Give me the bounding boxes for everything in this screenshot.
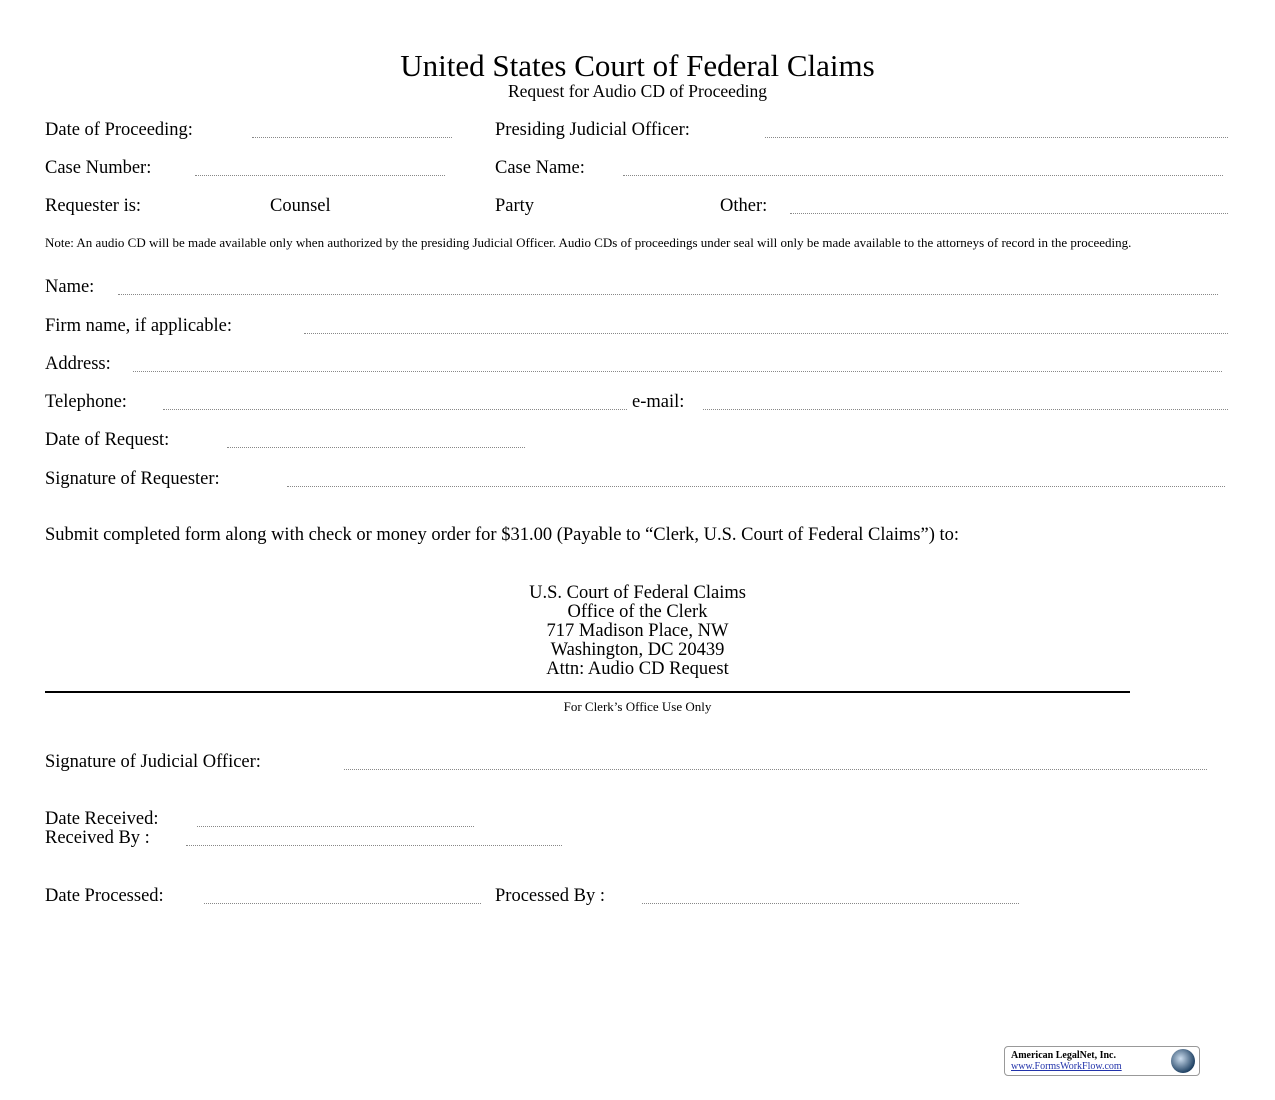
presiding-officer-label: Presiding Judicial Officer:: [495, 120, 690, 140]
case-number-field[interactable]: [195, 175, 445, 176]
signature-officer-label: Signature of Judicial Officer:: [45, 752, 261, 772]
date-processed-label: Date Processed:: [45, 886, 164, 906]
address-line: 717 Madison Place, NW: [546, 621, 729, 641]
address-line: Attn: Audio CD Request: [546, 659, 729, 679]
telephone-field[interactable]: [163, 409, 627, 410]
email-label: e-mail:: [632, 392, 685, 412]
requester-is-label: Requester is:: [45, 196, 142, 216]
firm-field[interactable]: [304, 333, 1228, 334]
date-processed-field[interactable]: [204, 903, 481, 904]
case-number-label: Case Number:: [45, 158, 152, 178]
mailing-address: [0, 584, 1275, 679]
address-label: Address:: [45, 354, 111, 374]
date-received-label: Date Received:: [45, 809, 159, 829]
processed-by-field[interactable]: [642, 903, 1019, 904]
other-label: Other:: [720, 196, 768, 216]
processed-by-label: Processed By :: [495, 886, 605, 906]
date-of-request-field[interactable]: [227, 447, 525, 448]
email-field[interactable]: [703, 409, 1228, 410]
signature-officer-field[interactable]: [344, 769, 1207, 770]
form-subtitle: Request for Audio CD of Proceeding: [507, 81, 768, 101]
name-field[interactable]: [118, 294, 1218, 295]
date-of-proceeding-field[interactable]: [252, 137, 452, 138]
name-label: Name:: [45, 277, 95, 297]
address-line: Office of the Clerk: [567, 602, 708, 622]
american-legalnet-logo: [1004, 1046, 1200, 1076]
other-field[interactable]: [790, 213, 1228, 214]
signature-requester-label: Signature of Requester:: [45, 469, 220, 489]
address-field[interactable]: [133, 371, 1222, 372]
telephone-label: Telephone:: [45, 392, 127, 412]
address-line: U.S. Court of Federal Claims: [529, 583, 746, 603]
logo-url-link[interactable]: www.FormsWorkFlow.com: [1011, 1061, 1122, 1072]
submit-instructions: Submit completed form along with check or money order for $31.00 (Payable to “Clerk, U.S. Court of Federal Claims”) to:: [45, 525, 960, 545]
received-by-field[interactable]: [186, 845, 562, 846]
address-line: Washington, DC 20439: [550, 640, 725, 660]
date-received-field[interactable]: [197, 826, 474, 827]
received-by-label: Received By :: [45, 828, 150, 848]
logo-company-name: American LegalNet, Inc.: [1011, 1050, 1116, 1061]
counsel-option[interactable]: Counsel: [270, 196, 331, 216]
case-name-label: Case Name:: [495, 158, 585, 178]
note-text: Note: An audio CD will be made available only when authorized by the presiding Judicial Officer. Audio CDs of proceedings under seal will only be made available to the attorneys of record in the proceeding.: [45, 235, 1132, 250]
signature-requester-field[interactable]: [287, 486, 1225, 487]
date-of-request-label: Date of Request:: [45, 430, 170, 450]
presiding-officer-field[interactable]: [765, 137, 1228, 138]
clerk-heading: For Clerk’s Office Use Only: [563, 699, 712, 714]
case-name-field[interactable]: [623, 175, 1223, 176]
date-of-proceeding-label: Date of Proceeding:: [45, 120, 193, 140]
divider: [45, 691, 1130, 693]
party-option[interactable]: Party: [495, 196, 535, 216]
firm-label: Firm name, if applicable:: [45, 316, 232, 336]
globe-icon: [1171, 1049, 1195, 1073]
form-title: United States Court of Federal Claims: [400, 48, 875, 83]
